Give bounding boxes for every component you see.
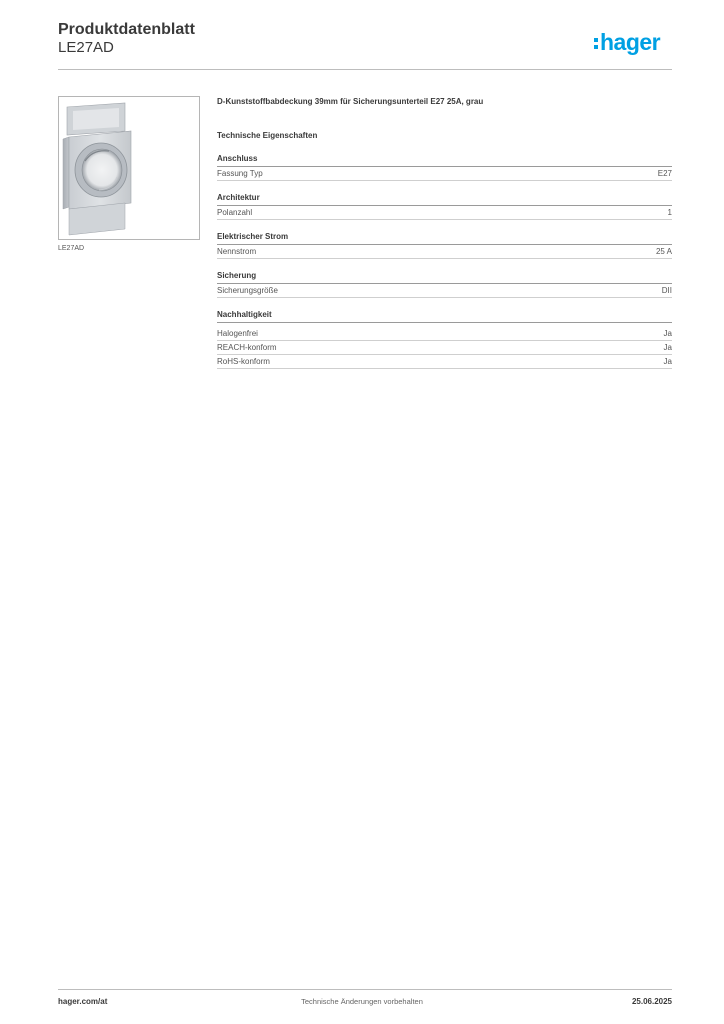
product-caption: LE27AD [58, 245, 85, 252]
spec-value: DII [661, 286, 672, 295]
spec-label: Fassung Typ [217, 169, 263, 178]
fuse-cover-image [59, 97, 199, 239]
spec-group-elektrischer-strom [217, 231, 672, 259]
spec-label: Nennstrom [217, 247, 257, 256]
spec-label: Polanzahl [217, 208, 253, 217]
logo-text: hager [600, 29, 661, 55]
section-title: Technische Eigenschaften [217, 131, 318, 140]
page-title: Produktdatenblatt [58, 21, 195, 38]
footer-date: 25.06.2025 [631, 997, 672, 1006]
spec-row [217, 327, 672, 341]
footer-notice: Technische Änderungen vorbehalten [301, 997, 423, 1006]
spec-group-nachhaltigkeit [217, 309, 672, 369]
spec-value: Ja [663, 343, 672, 352]
group-title: Architektur [217, 192, 672, 206]
spec-value: 25 A [655, 247, 672, 256]
spec-value: E27 [657, 169, 672, 178]
page-subtitle: LE27AD [58, 39, 114, 56]
product-image [58, 96, 200, 240]
spec-group-sicherung [217, 270, 672, 298]
spec-label: REACH-konform [217, 343, 277, 352]
spec-row [217, 355, 672, 369]
group-title: Elektrischer Strom [217, 231, 672, 245]
spec-label: Halogenfrei [217, 329, 258, 338]
logo-dots-icon [594, 38, 598, 49]
group-title: Nachhaltigkeit [217, 309, 672, 323]
spec-panel [217, 96, 672, 369]
spec-group-anschluss [217, 153, 672, 181]
spec-row [217, 284, 672, 298]
header-divider [58, 69, 672, 70]
footer-divider [58, 989, 672, 990]
spec-row [217, 167, 672, 181]
spec-row [217, 341, 672, 355]
spec-value: Ja [663, 329, 672, 338]
hager-logo [594, 28, 660, 56]
group-title: Sicherung [217, 270, 672, 284]
spec-group-architektur [217, 192, 672, 220]
footer-website: hager.com/at [58, 997, 108, 1006]
spec-row [217, 206, 672, 220]
spec-value: 1 [667, 208, 672, 217]
spec-label: Sicherungsgröße [217, 286, 278, 295]
spec-value: Ja [663, 357, 672, 366]
group-title: Anschluss [217, 153, 672, 167]
product-description: D-Kunststoffbabdeckung 39mm für Sicherungsunterteil E27 25A, grau [217, 97, 484, 106]
spec-label: RoHS-konform [217, 357, 270, 366]
spec-row [217, 245, 672, 259]
